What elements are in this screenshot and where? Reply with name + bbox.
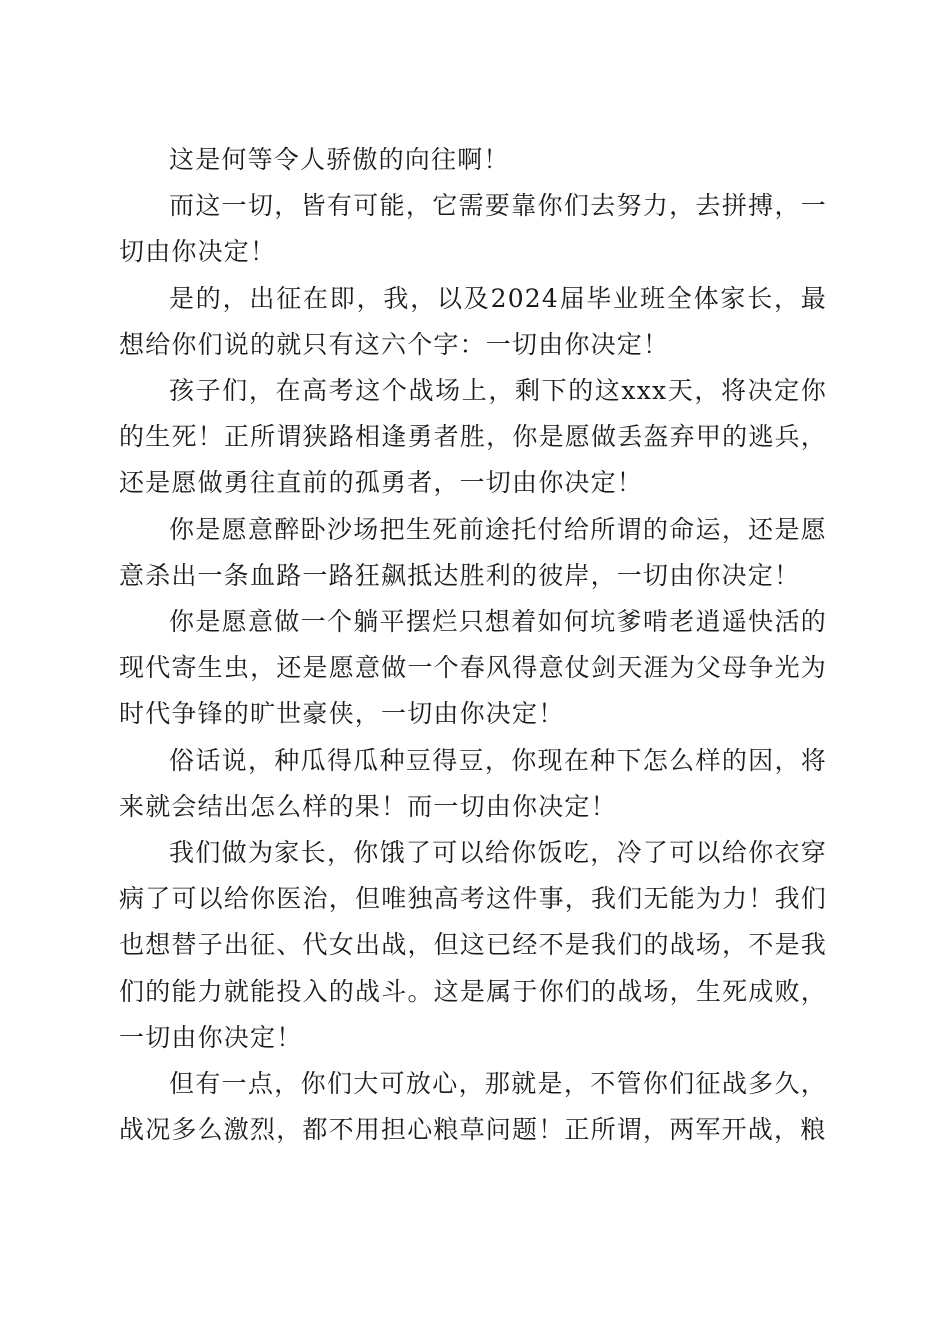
paragraph-4: 孩子们，在高考这个战场上，剩下的这xxx天，将决定你的生死！正所谓狭路相逢勇者胜，你是愿做丢盔弃甲的逃兵，还是愿做勇往直前的孤勇者，一切由你决定！ [119,376,827,498]
paragraph-8: 我们做为家长，你饿了可以给你饭吃，冷了可以给你衣穿病了可以给你医治，但唯独高考这件事，我们无能为力！我们也想替子出征、代女出战，但这已经不是我们的战场，不是我们的能力就能投入的战斗。这是属于你们的战场，生死成败，一切由你决定！ [119,838,827,1052]
paragraph-9: 但有一点，你们大可放心，那就是，不管你们征战多久，战况多么激烈，都不用担心粮草问题！正所谓，两军开战，粮 [119,1069,827,1145]
body-text [119,137,827,1153]
paragraph-7: 俗话说，种瓜得瓜种豆得豆，你现在种下怎么样的因，将来就会结出怎么样的果！而一切由你决定！ [119,745,827,821]
paragraph-6: 你是愿意做一个躺平摆烂只想着如何坑爹啃老逍遥快活的现代寄生虫，还是愿意做一个春风得意仗剑天涯为父母争光为时代争锋的旷世豪侠，一切由你决定！ [119,607,827,729]
paragraph-2: 而这一切，皆有可能，它需要靠你们去努力，去拼搏，一切由你决定！ [119,191,827,267]
paragraph-1: 这是何等令人骄傲的向往啊！ [169,145,510,174]
paragraph-3: 是的，出征在即，我，以及2024届毕业班全体家长，最想给你们说的就只有这六个字：一切由你决定！ [119,283,827,359]
paragraph-5: 你是愿意醉卧沙场把生死前途托付给所谓的命运，还是愿意杀出一条血路一路狂飙抵达胜利的彼岸，一切由你决定！ [119,514,827,590]
